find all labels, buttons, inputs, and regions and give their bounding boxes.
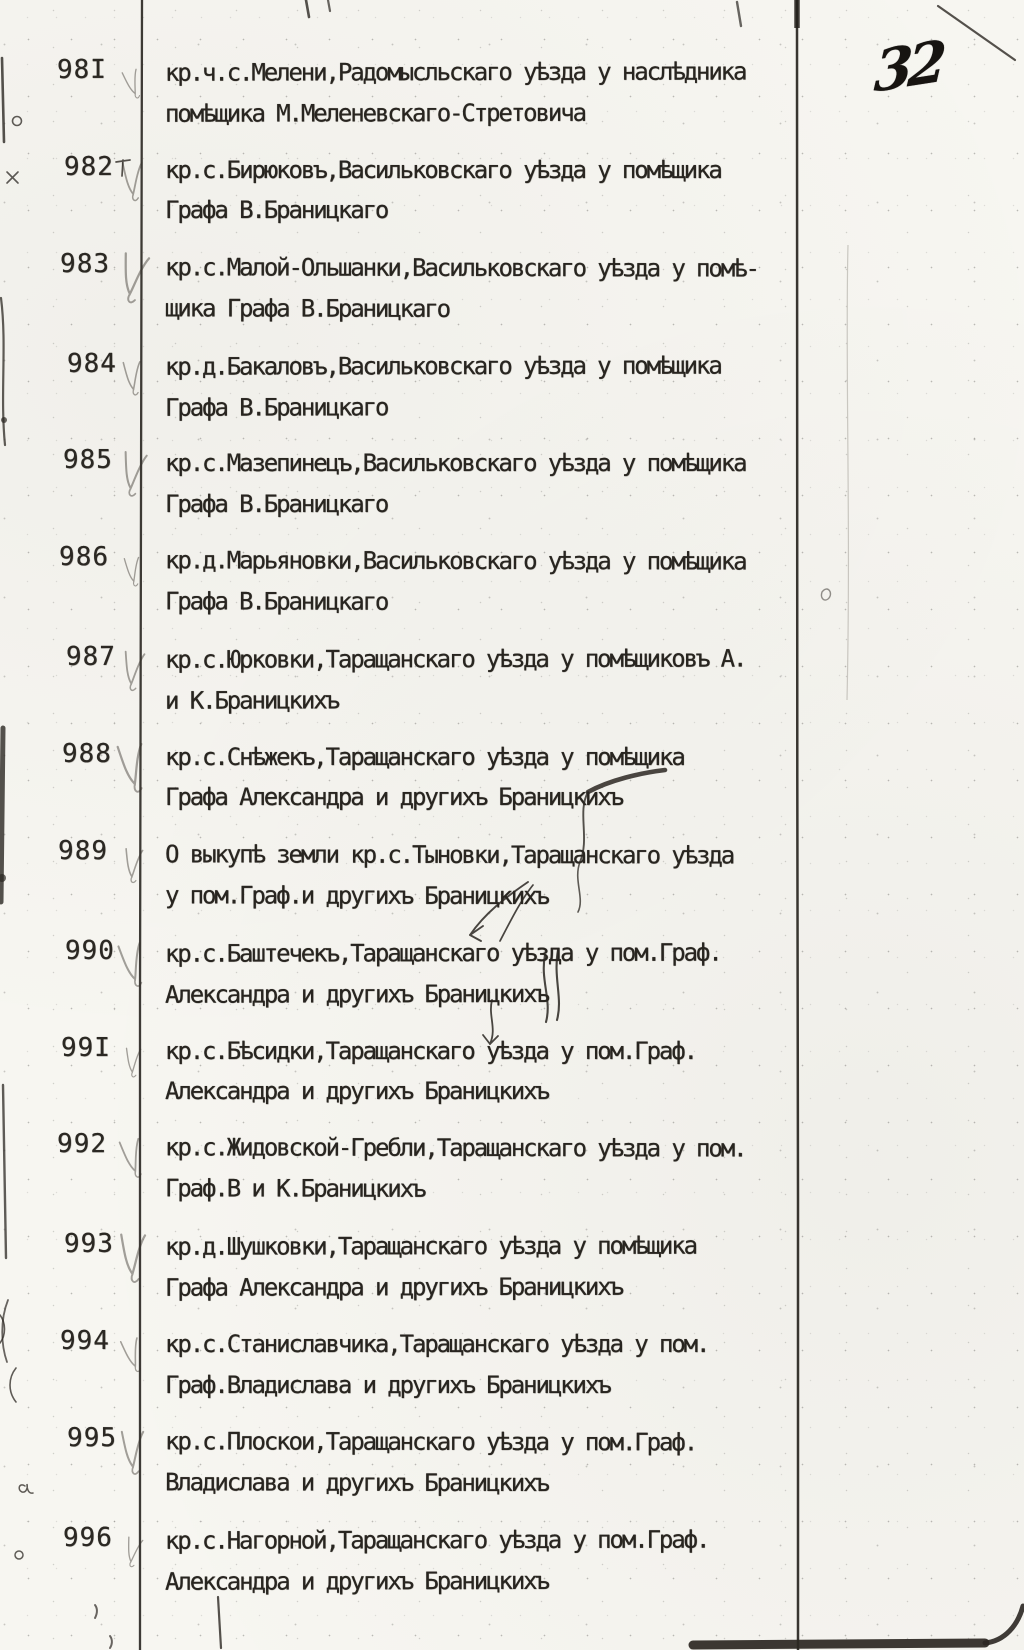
check-mark-icon (114, 740, 153, 799)
entry-row (0, 1324, 1024, 1420)
check-mark-icon (122, 1045, 144, 1079)
check-mark-icon (119, 66, 146, 103)
entry-line: кр.с.Плоскои,Таращанскаго уѣзда у пом.Граф. (165, 1427, 697, 1457)
entry-row (0, 443, 1024, 539)
entry-row (0, 344, 1024, 442)
entry-text (165, 1128, 773, 1210)
entry-row (0, 540, 1024, 638)
check-mark-icon (121, 359, 146, 399)
entry-text (165, 1031, 773, 1112)
entry-line: помѣщика М.Меленевскаго-Стретовича (164, 98, 585, 128)
entry-line: Графа В.Браницкаго (165, 489, 388, 518)
check-mark-icon (118, 1428, 147, 1478)
check-mark-icon (120, 846, 147, 887)
entry-line: Графа В.Браницкаго (165, 196, 388, 225)
entry-row (0, 1225, 1024, 1323)
entry-line: О выкупѣ земли кр.с.Тыновки,Таращанскаго уѣзда (165, 840, 734, 870)
entry-text (165, 1324, 773, 1405)
entry-line: у пом.Граф.и другихъ Браницкихъ (164, 880, 548, 910)
entry-text (165, 834, 773, 916)
entry-line: кр.с.Малой-Ольшанки,Васильковскаго уѣзда у помѣ- (165, 252, 758, 283)
entry-text (165, 1519, 773, 1601)
entry-number: 989 (58, 835, 109, 866)
entry-line: щика Графа В.Браницкаго (164, 293, 450, 323)
entry-number: 99I (61, 1032, 111, 1063)
entry-number: 995 (67, 1422, 118, 1454)
check-mark-icon (115, 939, 152, 993)
entry-number: 983 (60, 248, 111, 279)
entry-text (165, 1421, 773, 1503)
entry-text (165, 443, 773, 524)
entry-row (0, 150, 1024, 246)
entry-line: кр.д.Шушковки,Таращанскаго уѣзда у помѣщика (164, 1231, 697, 1261)
entry-text (165, 345, 773, 427)
entry-number: 986 (59, 542, 110, 573)
entry-line: Графа Александра и другихъ Браницкихъ (165, 783, 622, 812)
entry-line: Владислава и другихъ Браницкихъ (164, 1467, 548, 1497)
entry-row (0, 1127, 1024, 1225)
entry-number: 987 (65, 641, 116, 673)
entry-line: Александра и другихъ Браницкихъ (165, 1077, 548, 1105)
entry-row (0, 1519, 1024, 1617)
entry-number: 982 (64, 151, 114, 182)
entry-number: 996 (62, 1522, 113, 1553)
check-mark-icon (116, 1135, 150, 1183)
entry-line: кр.с.Баштечекъ,Таращанскаго уѣзда у пом.Граф. (164, 938, 721, 968)
entry-line: и К.Браницкихъ (164, 685, 338, 715)
entry-line: Александра и другихъ Браницкихъ (164, 979, 548, 1008)
entry-number: 988 (62, 738, 112, 769)
entry-line: кр.д.Бакаловъ,Васильковскаго уѣзда у помѣщика (164, 351, 721, 381)
entry-text (165, 639, 773, 721)
entry-line: Граф.Владислава и другихъ Браницкихъ (165, 1370, 610, 1399)
check-mark-icon (122, 555, 144, 590)
check-mark-icon (118, 1335, 149, 1378)
entry-line: кр.с.Бирюковъ,Васильковскаго уѣзда у помѣщика (165, 155, 721, 184)
entry-text (165, 1226, 773, 1308)
entry-row (0, 638, 1024, 736)
entry-number: 985 (63, 445, 113, 476)
entry-number: 990 (64, 935, 115, 966)
entry-text (165, 932, 773, 1014)
entry-number: 984 (66, 348, 117, 379)
entry-text (165, 51, 773, 133)
entry-line: кр.с.Мазепинецъ,Васильковскаго уѣзда у помѣщика (165, 449, 746, 478)
entry-text (165, 737, 773, 818)
entry-text (165, 541, 773, 623)
entry-line: кр.д.Марьяновки,Васильковскаго уѣзда у помѣщика (165, 546, 746, 576)
entry-number: 992 (57, 1129, 108, 1160)
entry-line: Графа В.Браницкаго (164, 392, 388, 421)
handwritten-page-number: 32 (872, 27, 944, 107)
check-mark-icon (120, 160, 147, 204)
entry-line: кр.с.Жидовской-Гребли,Таращанскаго уѣзда у пом. (165, 1133, 746, 1163)
entry-number: 994 (60, 1326, 110, 1357)
entry-line: кр.с.Бѣсидки,Таращанскаго уѣзда у пом.Граф. (165, 1036, 697, 1065)
entry-line: кр.с.Юрковки,Таращанскаго уѣзда у помѣщиковъ А. (164, 644, 746, 674)
entry-row (0, 247, 1024, 345)
entry-text (165, 247, 773, 329)
entry-line: кр.с.Снѣжекъ,Таращанскаго уѣзда у помѣщика (165, 742, 684, 771)
entry-text (165, 150, 773, 231)
entry-row (0, 51, 1024, 149)
check-mark-icon (117, 648, 149, 695)
entry-row (0, 737, 1024, 833)
entry-line: Графа В.Браницкаго (164, 587, 388, 616)
entry-number: 993 (63, 1229, 114, 1260)
check-mark-icon (116, 1231, 150, 1287)
entry-row (0, 834, 1024, 932)
entry-line: кр.с.Станиславчика,Таращанскаго уѣзда у пом. (165, 1330, 709, 1359)
entry-line: Графа Александра и другихъ Браницкихъ (164, 1272, 622, 1302)
entry-row (0, 1031, 1024, 1127)
entry-line: кр.с.Нагорной,Таращанскаго уѣзда у пом.Граф. (164, 1525, 709, 1555)
entry-line: Александра и другихъ Браницкихъ (164, 1566, 548, 1595)
entry-line: Граф.В и К.Браницкихъ (164, 1174, 425, 1203)
entry-line: кр.ч.с.Мелени,Радомысльскаго уѣзда у наслѣдника (164, 57, 746, 87)
entry-row (0, 1421, 1024, 1519)
entry-row (0, 932, 1024, 1030)
entry-number: 98I (56, 54, 107, 85)
